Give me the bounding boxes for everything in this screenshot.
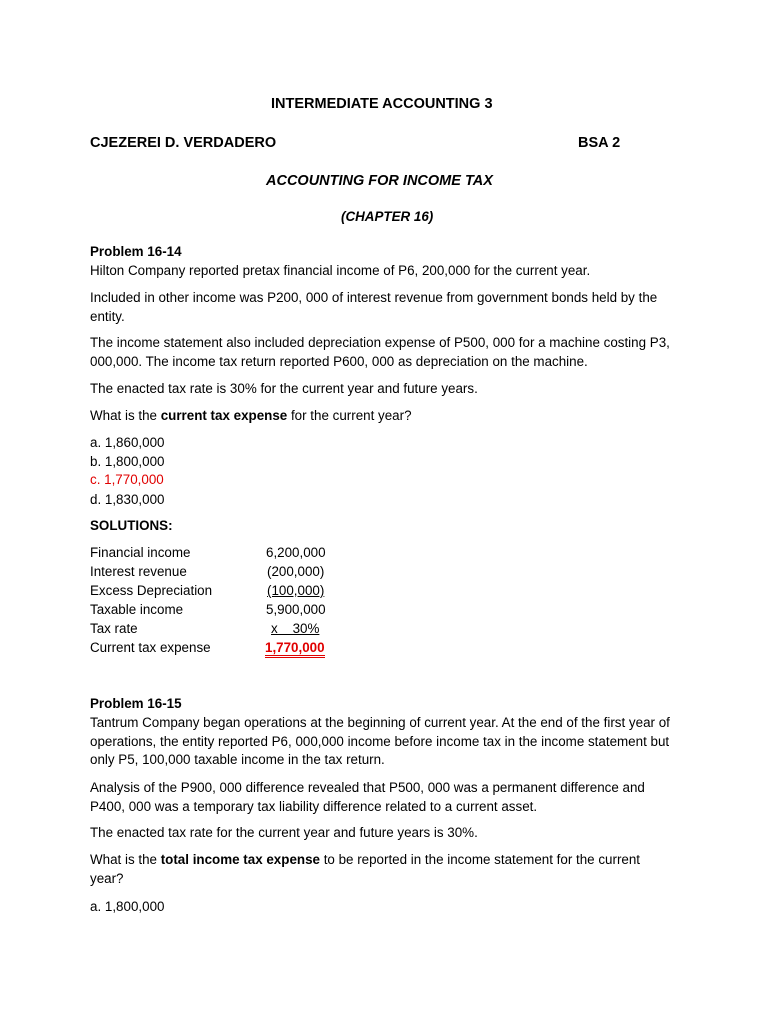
solution-value: (100,000): [267, 583, 325, 598]
answer-text: 1,770,000: [265, 640, 325, 658]
solution-label: Taxable income: [90, 602, 184, 617]
student-name: CJEZEREI D. VERDADERO: [90, 135, 277, 151]
solution-value: 6,200,000: [266, 545, 326, 560]
course-title: INTERMEDIATE ACCOUNTING 3: [271, 96, 493, 112]
solution-label: Current tax expense: [90, 640, 211, 655]
problem-paragraph: Hilton Company reported pretax financial income of P6, 200,000 for the current year.: [90, 263, 591, 278]
problem-paragraph: Tantrum Company began operations at the beginning of current year. At the end of the first year of operations, the entity reported P6, 000,000 income before income tax in the income statement but only P5, 100,000 taxable income in the tax return.: [90, 715, 670, 767]
question-emphasis: total income tax expense: [160, 852, 320, 867]
solution-value: (200,000): [267, 564, 325, 579]
choice-b: b. 1,800,000: [90, 454, 165, 469]
student-section: BSA 2: [578, 135, 621, 151]
solution-value: x 30%: [271, 621, 320, 636]
choice-c-answer: c. 1,770,000: [90, 472, 164, 487]
problem-paragraph: Analysis of the P900, 000 difference revealed that P500, 000 was a permanent difference and P400, 000 was a temporary tax liability difference related to a current asset.: [90, 780, 645, 814]
topic-title: ACCOUNTING FOR INCOME TAX: [266, 173, 493, 189]
question-emphasis: current tax expense: [160, 408, 288, 423]
problem-paragraph: The enacted tax rate for the current year and future years is 30%.: [90, 825, 478, 840]
problem-paragraph: The income statement also included depreciation expense of P500, 000 for a machine costing P3, 000,000. The income tax return reported P600, 000 as depreciation on the machine.: [90, 335, 670, 369]
problem-title: Problem 16-15: [90, 696, 182, 711]
solutions-heading: SOLUTIONS:: [90, 518, 173, 533]
problem-title: Problem 16-14: [90, 244, 182, 259]
choice-a: a. 1,800,000: [90, 899, 165, 914]
problem-question: [90, 407, 412, 425]
problem-question: [90, 851, 675, 888]
question-text: to be reported in the income statement for the current year?: [90, 852, 641, 886]
choice-d: d. 1,830,000: [90, 492, 165, 507]
solution-answer-value: [265, 639, 325, 657]
solution-label: Excess Depreciation: [90, 583, 213, 598]
chapter-label: (CHAPTER 16): [341, 209, 434, 224]
solution-label: Interest revenue: [90, 564, 187, 579]
problem-paragraph: Included in other income was P200, 000 of interest revenue from government bonds held by the entity.: [90, 290, 658, 324]
question-text: for the current year?: [287, 408, 412, 423]
solution-value: 5,900,000: [266, 602, 326, 617]
solution-label: Financial income: [90, 545, 191, 560]
problem-paragraph: The enacted tax rate is 30% for the current year and future years.: [90, 381, 478, 396]
question-text: What is the: [90, 408, 161, 423]
question-text: What is the: [90, 852, 161, 867]
solution-label: Tax rate: [90, 621, 138, 636]
choice-a: a. 1,860,000: [90, 435, 165, 450]
